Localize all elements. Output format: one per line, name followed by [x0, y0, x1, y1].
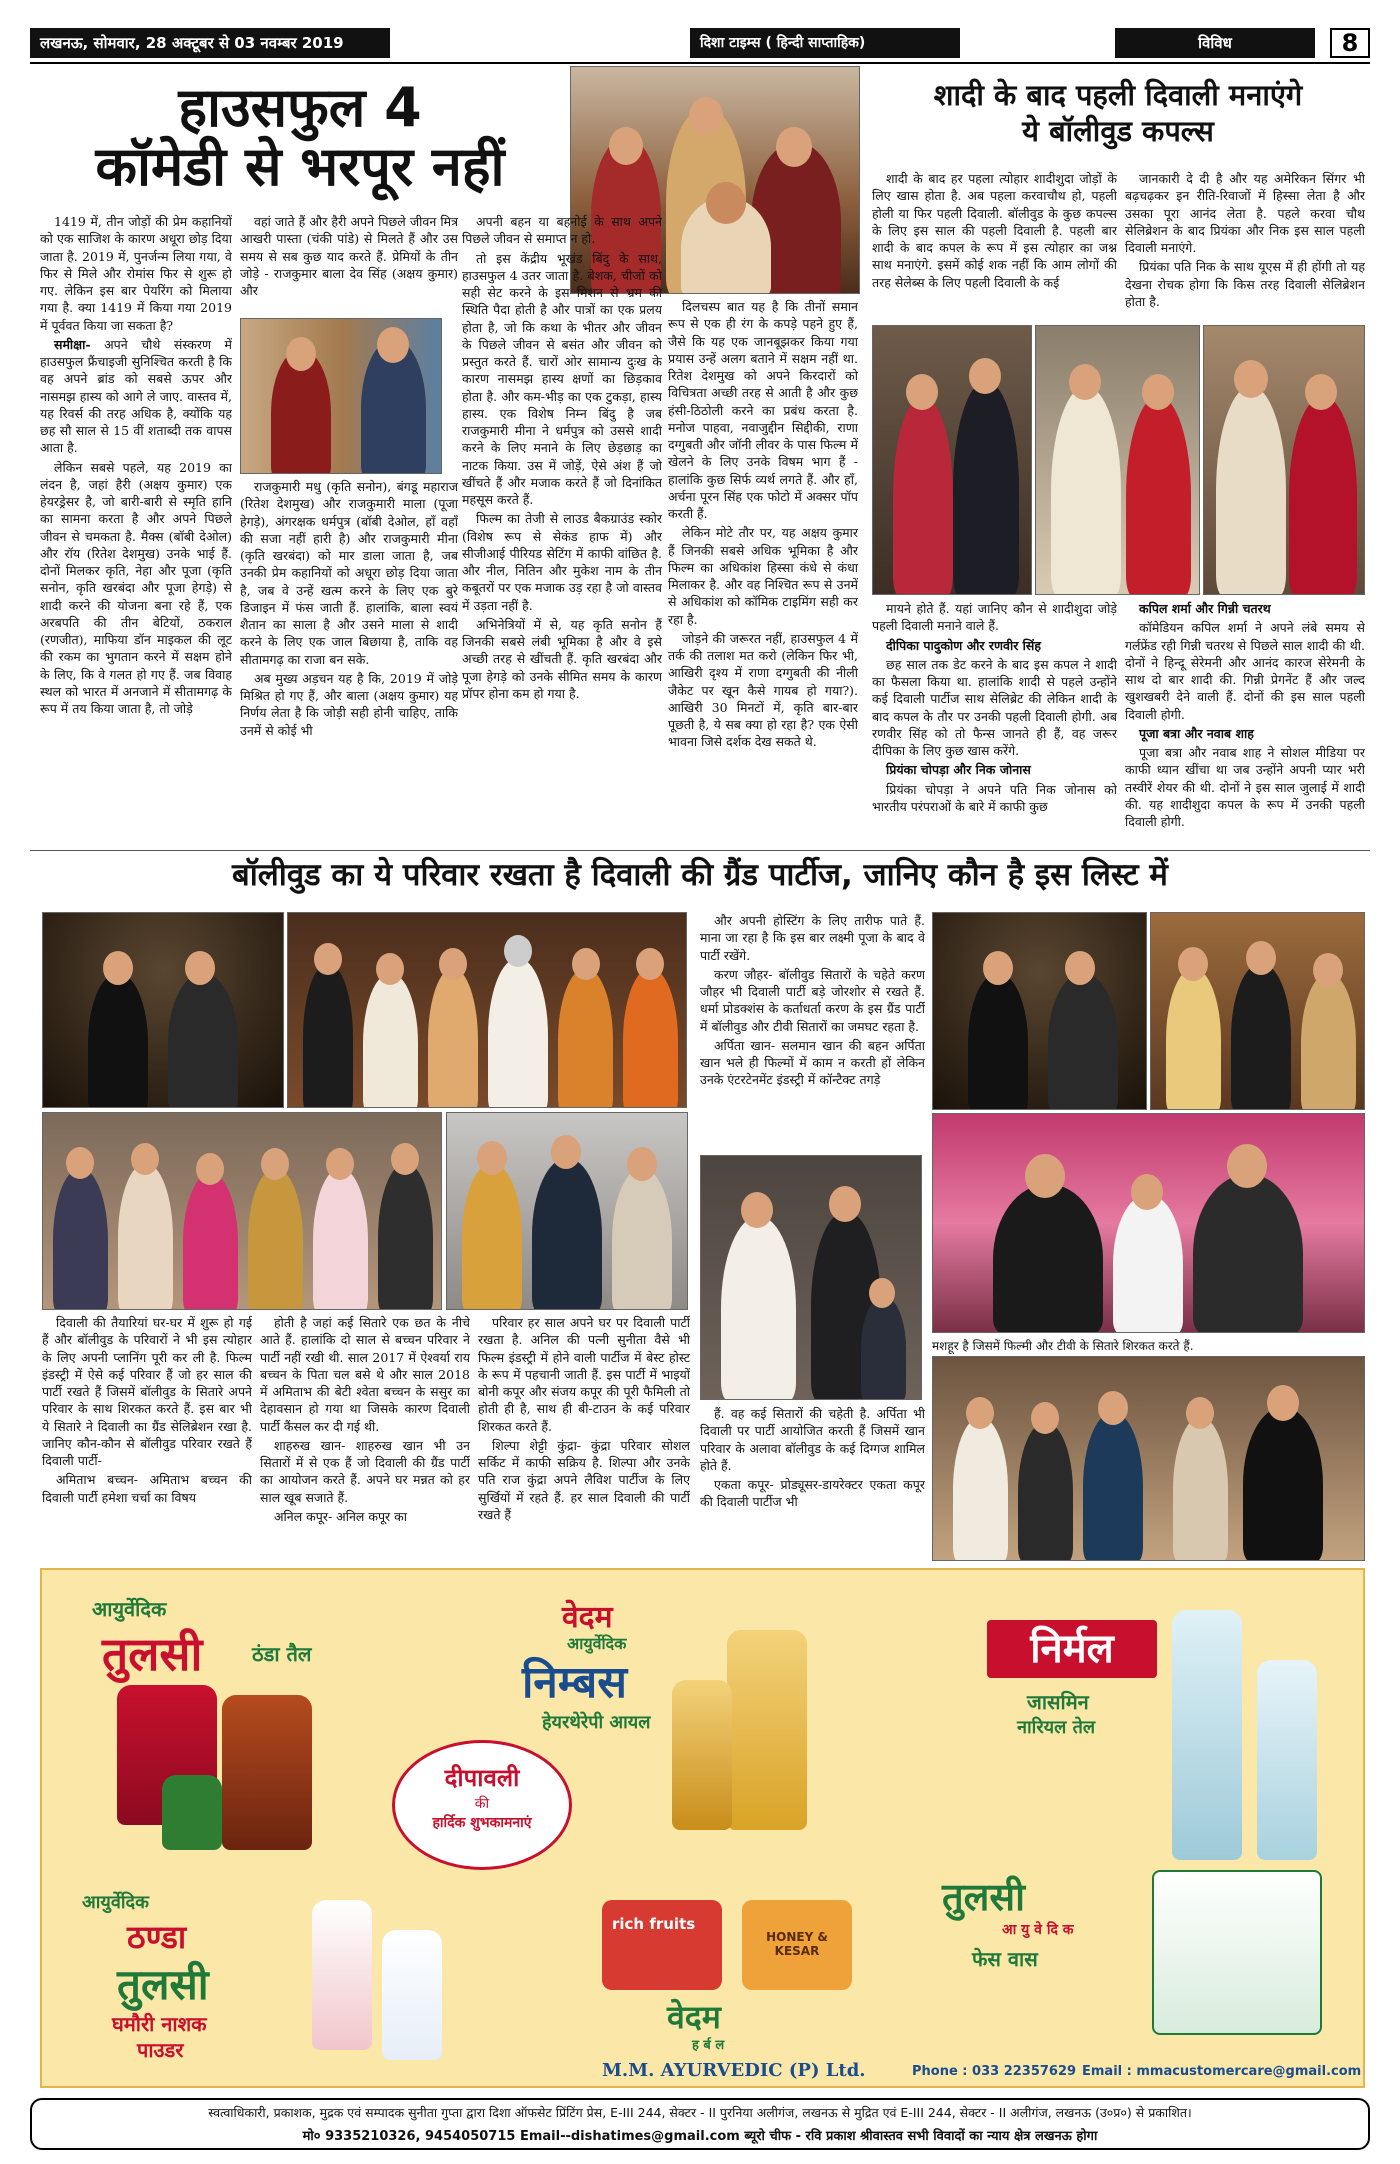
- article1-col1-p2: अपने चौथे संस्करण में हाउसफुल फ्रैंचाइजी सुनिश्चित करती है कि वह अपने ब्रांड को सबसे ऊपर और नासमझ हास्य को आगे ले जाए. वास्तव में, यह रिवर्स की तरह अधिक है, क्योंकि यह छह सौ साल से 15 वीं शताब्दी तक वापस आता है.: [40, 336, 232, 456]
- article1-col4: [668, 298, 858, 843]
- ayurvedic-advertisement: [40, 1568, 1365, 2088]
- article2-col2-p2: प्रियंका पति निक के साथ यूएस में ही होंगी तो यह देखना रोचक होगा कि किस तरह दिवाली सेलिब्रेशन होता है.: [1125, 259, 1365, 309]
- article1-col2-p1: वहां जाते हैं और हैरी अपने पिछले जीवन मित्र आखरी पास्ता (चंकी पांडे) से मिलते हैं और उस समय से सब कुछ याद करते हैं. प्रेमियों के तीन जोड़े - राजकुमार बाला देव सिंह (अक्षय कुमार) और: [240, 214, 458, 298]
- imprint-footer: [30, 2098, 1370, 2150]
- deepawali-badge: [392, 1740, 572, 1870]
- imprint-line2: मो० 9335210326, 9454050715 Email--dishatimes@gmail.com ब्यूरो चीफ - रवि प्रकाश श्रीवास्तव सभी विवादों का न्याय क्षेत्र लखनऊ होगा: [302, 2129, 1098, 2144]
- article1-col2-bottom: [240, 478, 458, 843]
- article2-col1-bottom: [872, 600, 1117, 843]
- review-label: समीक्षा-: [54, 336, 91, 352]
- article2-col1-p2: मायने होते हैं. यहां जानिए कौन से शादीशुदा जोड़े पहली दिवाली मनाने वाले हैं.: [872, 601, 1117, 634]
- article3-col4-p2: करण जौहर- बॉलीवुड सितारों के चहेते करण जौहर भी दिवाली पार्टी बड़े जोरशोर से रखते हैं. धर्मा प्रोडक्शंस के कर्ताधर्ता करण के इस ग्रैंड पार्टी में बॉलीवुड और टीवी सितारों का जमघट रहता है.: [700, 966, 925, 1034]
- vedam-brand: वेदम: [562, 1600, 613, 1635]
- section-label: विविध: [1115, 28, 1315, 58]
- article3-top-rule: [30, 850, 1370, 851]
- powder-tin-1: [312, 1900, 372, 2050]
- tulsi-oil-small-box: [162, 1775, 222, 1850]
- subhead-deepika-ranveer: दीपिका पादुकोण और रणवीर सिंह: [886, 637, 1041, 653]
- facewash-brand: तुलसी: [942, 1875, 1025, 1919]
- bachchan-family-photo: [287, 912, 687, 1108]
- article1-col2-top: [240, 213, 458, 313]
- article1-col3-p4: अभिनेत्रियों में से, यह कृति सनोन हैं जिनकी सबसे लंबी भूमिका है और वे इसे अच्छी तरह से खींचती हैं. कृति खरबंदा और पूजा हेगड़े को उनके सीमित समय के कारण प्रॉपर होना कम हो गया है.: [462, 616, 662, 701]
- company-name: M.M. AYURVEDIC (P) Ltd.: [602, 2060, 866, 2081]
- article2-col1-top: [872, 170, 1117, 320]
- tulsi-oil-sub: ठंडा तैल: [252, 1642, 312, 1666]
- anil-kapoor-family-photo: [446, 1112, 688, 1310]
- srk-gauri-photo: [42, 912, 284, 1108]
- deepawali-wish: हार्दिक शुभकामनाएं: [432, 1815, 532, 1831]
- powder-sub1: घमौरी नाशक: [112, 2012, 207, 2036]
- subhead-priyanka-nick: प्रियंका चोपड़ा और निक जोनास: [886, 762, 1031, 778]
- priyanka-nick-photo: [872, 325, 1032, 595]
- powder-thanda: ठण्डा: [127, 1918, 187, 1956]
- article2-col1-p1: शादी के बाद हर पहला त्योहार शादीशुदा जोड़ों के लिए खास होता है. अब पहला करवाचौथ हो, पहली होली या फिर पहली दिवाली. बॉलीवुड के कुछ कपल्स के लिए इस साल की पहली दिवाली है. पहली बार शादी के बाद कपल के रूप में इस त्योहार का जश्न साथ मनाएंगे. इसमें कोई शक नहीं कि आम लोगों की तरह सेलेब्स के लिए पहली दिवाली के कई: [872, 171, 1117, 290]
- nirmal-sub1: जासमिन: [1027, 1690, 1089, 1714]
- article3-col4-p1: और अपनी होस्टिंग के लिए तारीफ पाते हैं. माना जा रहा है कि इस बार लक्ष्मी पूजा के बाद वे पार्टी रखेंगे.: [700, 913, 925, 963]
- powder-sub2: पाउडर: [137, 2038, 184, 2062]
- article2-col2-p4: कॉमेडियन कपिल शर्मा ने अपने लंबे समय से गर्लफ्रेंड रही गिन्नी चतरथ से पिछले साल शादी की थी. दोनों ने हिन्दू सेरेमनी और आनंद कारज सेरेमनी के साथ दो बार शादी की. गिन्नी प्रेगनेंट हैं और जल्द खुशखबरी देने वाली हैं. दोनों की इस साल पहली दिवाली होगी.: [1125, 620, 1365, 722]
- article1-col3: [462, 213, 662, 843]
- subhead-kapil-ginni: कपिल शर्मा और गिन्नी चतरथ: [1139, 601, 1271, 616]
- nirmal-bottle-small: [1257, 1660, 1317, 1860]
- subhead-pooja-nawab: पूजा बत्रा और नवाब शाह: [1139, 725, 1254, 741]
- honey-kesar-label: HONEY & KESAR: [766, 1930, 828, 1958]
- article3-col2: [260, 1314, 470, 1564]
- karan-johar-party-photo: [932, 1356, 1365, 1561]
- article2-col2-p6: पूजा बत्रा और नवाब शाह ने सोशल मीडिया पर काफी ध्यान खींचा था जब उन्होंने अपनी प्यार भरी तस्वीरें शेयर की थी. दोनों ने इस साल जुलाई में शादी की. यह शादीशुदा कपल के रूप में उनकी पहली दिवाली होगी.: [1125, 745, 1365, 829]
- paper-name: दिशा टाइम्स ( हिन्दी साप्ताहिक): [690, 28, 960, 58]
- article2-col2-bottom: [1125, 600, 1365, 843]
- article1-col2-p3: अब मुख्य अड़चन यह है कि, 2019 में जोड़े मिश्रित हो गए हैं, और बाला (अक्षय कुमार) यह निर्णय लेता है कि जोड़ी सही होनी चाहिए, ताकि उनमें से कोई भी: [240, 670, 458, 738]
- article1-headline: [40, 78, 560, 197]
- article3-col2-p3: अनिल कपूर- अनिल कपूर का: [274, 1508, 407, 1524]
- rich-fruits-label: rich fruits: [612, 1915, 696, 1933]
- housefull-still-photo: [240, 318, 442, 474]
- herbal-sub: ह र्ब ल: [692, 2038, 725, 2053]
- article1-col1-p1: 1419 में, तीन जोड़ों की प्रेम कहानियों को एक साजिश के कारण अधूरा छोड़ दिया जाता है. 2019 में, पुनर्जन्म लिया गया, वे फिर से मिले और रोमांस फिर से शुरू हो गए. लेकिन इस बार पेयरिंग को मिलाया गया है. क्या 1419 में किया गया 2019 में पूर्ववत किया जा सकता है?: [40, 214, 232, 333]
- article1-col3-p2: तो इस केंद्रीय भूखंड बिंदु के साथ, हाउसफुल 4 उतर जाता है. बेशक, चीजों को सही सेट करने के इस मिशन से भ्रम की स्थिति पैदा होती है और पात्रों का एक प्रलय होता है, जो कि कथा के भीतर और जीवन के पिछले जीवन से बसंत और जीवन को प्रस्तुत करते हैं. चारों ओर सामान्य दुःख के कारण नासमझ हास्य क्षणों का छिड़काव होता है. और कम-भीड़ का एक टुकड़ा, हास्य हास्य. एक विशेष निम्न बिंदु है जब राजकुमारी मीना ने धर्मपुत्र को उससे शादी करने के लिए मनाने के लिए छेड़छाड़ का नाटक किया. उस में जोड़ें, ऐसे अंश हैं जो खींचते हैं और मजाक करते हैं जो दिनांकित महसूस करते हैं.: [462, 250, 662, 507]
- article3-col3-p2: शिल्पा शेट्टी कुंद्रा- कुंद्रा परिवार सोशल सर्किट में काफी सक्रिय है. शिल्पा और उनके पति राज कुंद्रा अपने लैविश पार्टीज के लिए सुर्खियों में रहते हैं. हर साल दिवाली की पार्टी रखते हैं: [478, 1437, 690, 1522]
- nimbus-sub: हेयरथेरेपी आयल: [542, 1712, 651, 1733]
- masthead-bar: [30, 28, 1370, 58]
- srk-family-photo: [1150, 912, 1365, 1110]
- article2-headline: [868, 80, 1368, 148]
- article3-col4-p4: हैं. वह कई सितारों की चहेती है. अर्पिता भी दिवाली पर पार्टी आयोजित करती हैं जिसमें खान परिवार के अलावा बॉलीवुड के कई दिग्गज शामिल होते हैं.: [700, 1406, 925, 1473]
- tulsi-oil-brand: तुलसी: [102, 1627, 203, 1681]
- nimbus-bottle-small: [672, 1680, 732, 1830]
- powder-tulsi: तुलसी: [117, 1960, 209, 2009]
- herbal-vedam: वेदम: [667, 1998, 721, 2036]
- deepika-ranveer-photo: [1035, 325, 1200, 595]
- article3-col3-p1: परिवार हर साल अपने घर पर दिवाली पार्टी रखता है. अनिल की पत्नी सुनीता वैसे भी फिल्म इंडस्ट्री में होने वाली पार्टीज में बेस्ट होस्ट के रूप में पहचानी जाती हैं. इस पार्टी में भाइयों बोनी कपूर और संजय कपूर की पूरी फैमिली तो होती ही है, साथ ही बी-टाउन के कई परिवार शिरकत करते हैं.: [478, 1315, 690, 1434]
- tulsi-oil-tag: आयुर्वेदिक: [92, 1597, 167, 1621]
- article3-col1-p1: दिवाली की तैयारियां घर-घर में शुरू हो गई हैं और बॉलीवुड के परिवारों ने भी इस त्योहार के लिए अपनी प्लानिंग पूरी कर ली है. फिल्म इंडस्ट्री में ऐसे कई परिवार हैं जो हर साल की पार्टी रखते हैं जिसमें बॉलीवुड के सितारे अपने परिवार के साथ शिरकत करते हैं. इस बार भी ये सितारे ने दिवाली का ग्रैंड सेलिब्रेशन रखा है. जानिए कौन-कौन से बॉलीवुड परिवार रखते हैं दिवाली पार्टी-: [42, 1315, 252, 1468]
- rich-fruits-pack: [602, 1900, 722, 1990]
- article2-col2-p1: जानकारी दे दी है और यह अमेरिकन सिंगर भी बढ़चढ़कर इन रीति-रिवाजों में हिस्सा लेता है और उसका पूरा आनंद लेता है. पहले करवा चौथ सेलिब्रेशन के बाद प्रियंका और निक इस साल पहली दिवाली मनाएंगे.: [1125, 171, 1365, 255]
- article1-col2-p2: राजकुमारी मधु (कृति सनोन), बंगडू महाराज (रितेश देशमुख) और राजकुमारी माला (पूजा हेगड़े), अंगरक्षक धर्मपुत्र (बॉबी देओल, हाँ वहाँ की सजा नहीं हारी है) और राजकुमारी मीना (कृति खरबंदा) को मार डाला जाता है, जब उनकी प्रेम कहानियों को अधूरा छोड़ दिया जाता है, जब वे उन्हें खत्म करने के लिए एक बुरे डिजाइन में फंस जाती हैं. हालांकि, बाला स्वयं शैतान का साला है और उसने माला से शादी करने के लिए एक जाल बिछाया है, ताकि वह सीतामगढ़ का राजा बन सके.: [240, 479, 458, 667]
- article1-col1: [40, 213, 232, 843]
- article3-col1: [42, 1314, 252, 1564]
- nimbus-brand: निम्बस: [522, 1657, 627, 1708]
- facewash-sub: फेस वास: [972, 1947, 1038, 1971]
- article1-col3-p3: फिल्म का तेजी से लाउड बैकग्राउंड स्कोर (विशेष रूप से सेकंड हाफ में) और सीजीआई पीरियड सेटिंग में काफी वांछित है. और नील, नितिन और मुकेश नाम के तीन कबूतरों पर एक मजाक उड़ रहा है जो वास्तव में उड़ता नहीं है.: [462, 511, 662, 613]
- nimbus-bottle-large: [727, 1630, 807, 1830]
- shilpa-shetty-family-photo: [700, 1155, 922, 1400]
- powder-tag: आयुर्वेदिक: [82, 1892, 149, 1913]
- facewash-box: [1152, 1870, 1322, 2035]
- article2-col2-top: [1125, 170, 1365, 320]
- arpita-khan-family-photo: [932, 1113, 1365, 1333]
- article1-headline-line1: हाउसफुल 4: [178, 76, 422, 139]
- article3-col4-top: [700, 912, 925, 1152]
- facewash-tag: आ यु वे दि क: [1002, 1922, 1074, 1938]
- article3-col4-p5: एकता कपूर- प्रोड्यूसर-डायरेक्टर एकता कपूर की दिवाली पार्टीज भी: [700, 1477, 925, 1510]
- tulsi-oil-bottle: [222, 1695, 312, 1850]
- article3-col2-p1: होती है जहां कई सितारे एक छत के नीचे आते हैं. हालांकि दो साल से बच्चन परिवार ने पार्टी नहीं रखी थी. साल 2017 में ऐश्वर्या राय बच्चन के पिता चल बसे थे और साल 2018 में अमिताभ की बेटी श्वेता बच्चन के ससुर का देहावसान हो गया था जिसके कारण दिवाली पार्टी कैंसल कर दी गई थी.: [260, 1315, 470, 1434]
- right-photo-caption: मशहूर है जिसमें फिल्मी और टीवी के सितारे शिरकत करते हैं.: [932, 1339, 1194, 1353]
- article3-col4-bottom: [700, 1405, 925, 1565]
- article2-headline-line2: ये बॉलीवुड कपल्स: [1022, 113, 1214, 148]
- vedam-tag: आयुर्वेदिक: [567, 1634, 627, 1653]
- article3-col3: [478, 1314, 690, 1564]
- article1-col4-p2: लेकिन मोटे तौर पर, यह अक्षय कुमार हैं जिनकी सबसे अधिक भूमिका है और फिल्म का अधिकांश हिस्सा कंधे से कंधा मिलाकर है. और वह निश्चित रूप से उनमें से अधिकांश को कॉमिक टाइमिंग सही कर रहा है.: [668, 525, 858, 627]
- article1-col4-p3: जोड़ने की जरूरत नहीं, हाउसफुल 4 में तर्क की तलाश मत करो (लेकिन फिर भी, आखिरी दृश्य में राणा दग्गुबती की नीली जैकेट पर खून कैसे गायब हो गया?). आखिरी 30 मिनटों में, कृति बार-बार पूछती है, ये सब क्या हो रहा है? एक ऐसी भावना जिसे दर्शक देख सकते थे.: [668, 630, 858, 750]
- article3-headline: बॉलीवुड का ये परिवार रखता है दिवाली की ग्रैंड पार्टीज, जानिए कौन है इस लिस्ट में: [232, 857, 1168, 893]
- article1-col1-p3: लेकिन सबसे पहले, यह 2019 का लंदन है, जहां हैरी (अक्षय कुमार) एक हेयरड्रेसर है, जो बारी-बारी से स्मृति हानि का सामना करता है और अपने पिछले जीवन से चमकता है. मैक्स (बॉबी देओल) और रॉय (रितेश देशमुख) उनके भाई हैं. दोनों मिलकर कृति, नेहा और पूजा (कृति सनोन, कृति खरबंदा और पूजा हेगड़े) से शादी करने की योजना बना रहे हैं, एक अरबपति की तीन बेटियों, ठकराल (रणजीत), माफिया डॉन माइकल की लूट की रकम का भुगतान करने में सक्षम होने के लिए, कि वे गलत हो गए हैं. जब विवाह स्थल को भारत में अनजाने में सीतामगढ़ के रूप में तय किया जाता है, तो जोड़े: [40, 459, 232, 716]
- article1-headline-line2: कॉमेडी से भरपूर नहीं: [95, 135, 505, 199]
- kapoor-party-photo: [42, 1112, 442, 1310]
- nirmal-bottle-large: [1172, 1610, 1242, 1860]
- nirmal-sub2: नारियल तेल: [1017, 1717, 1096, 1738]
- deepawali-text: दीपावली: [444, 1764, 520, 1792]
- srk-gauri-photo-2: [932, 912, 1147, 1110]
- article3-col2-p2: शाहरुख खान- शाहरुख खान भी उन सितारों में से एक हैं जो दिवाली की ग्रैंड पार्टी का आयोजन करते हैं. अपने घर मन्नत को हर साल खूब सजाते हैं.: [260, 1437, 470, 1505]
- imprint-line1: स्वत्वाधिकारी, प्रकाशक, मुद्रक एवं सम्पादक सुनीता गुप्ता द्वारा दिशा ऑफसेट प्रिंटिंग प्रेस, E-III 244, सेक्टर - II पुरनिया अलीगंज, लखनऊ से मुद्रित एवं E-III 244, सेक्टर - II अलीगंज, लखनऊ (उ०प्र०) से प्रकाशित।: [208, 2105, 1192, 2120]
- article3-col1-p2: अमिताभ बच्चन- अमिताभ बच्चन की दिवाली पार्टी हमेशा चर्चा का विषय: [42, 1472, 252, 1505]
- company-phone: Phone : 033 22357629: [912, 2064, 1077, 2079]
- page-number: 8: [1330, 28, 1370, 58]
- article1-col3-p1: अपनी बहन या बहनोई के साथ अपने पिछले जीवन से समाप्त न हो.: [462, 214, 662, 247]
- kapil-ginni-photo: [1203, 325, 1365, 595]
- header-rule: [30, 62, 1370, 64]
- company-email: Email : mmacustomercare@gmail.com: [1082, 2064, 1362, 2079]
- powder-tin-2: [382, 1930, 442, 2060]
- article3-col4-p3: अर्पिता खान- सलमान खान की बहन अर्पिता खान भले ही फिल्मों में काम न करती हों लेकिन उनके एंटरटेनमेंट इंडस्ट्री में कॉन्टैक्ट तगड़े: [700, 1037, 925, 1088]
- article2-headline-line1: शादी के बाद पहली दिवाली मनाएंगे: [933, 78, 1303, 112]
- article1-col4-p1: दिलचस्प बात यह है कि तीनों समान रूप से एक ही रंग के कपड़े पहने हुए हैं, जैसे कि यह एक जानबूझकर किया गया प्रयास उन्हें अलग बताने में सक्षम नहीं था. रितेश देशमुख को अपने किरदारों को विचित्रता अच्छी तरह से आती है और कुछ हंसी-ठिठोली करने का प्रबंध करता है. मनोज पाहवा, नवाजुद्दीन सिद्दीकी, राणा दग्गुबती और जॉनी लीवर के पास फिल्म में खेलने के लिए उनके विषम भाग हैं - हालांकि कुछ सिर्फ व्यर्थ लगते हैं. और हाँ, अर्चना पूरन सिंह एक फोटो में अक्सर पॉप करती हैं.: [668, 299, 858, 521]
- nirmal-brand: निर्मल: [987, 1620, 1157, 1678]
- date-line: लखनऊ, सोमवार, 28 अक्टूबर से 03 नवम्बर 2019: [30, 28, 390, 58]
- deepawali-ki: की: [474, 1796, 490, 1812]
- article2-col1-p4: छह साल तक डेट करने के बाद इस कपल ने शादी का फैसला किया था. हालांकि शादी से पहले उन्होंने कई दिवाली पार्टीज साथ सेलिब्रेट की लेकिन शादी के बाद कपल के तौर पर उनकी पहली दिवाली होगी. अब रणवीर सिंह को तो फैन्स जानते ही हैं, वह जरूर दीपिका के लिए कुछ खास करेंगे.: [872, 656, 1117, 758]
- article2-col1-p6: प्रियंका चोपड़ा ने अपने पति निक जोनास को भारतीय परंपराओं के बारे में काफी कुछ: [872, 781, 1117, 814]
